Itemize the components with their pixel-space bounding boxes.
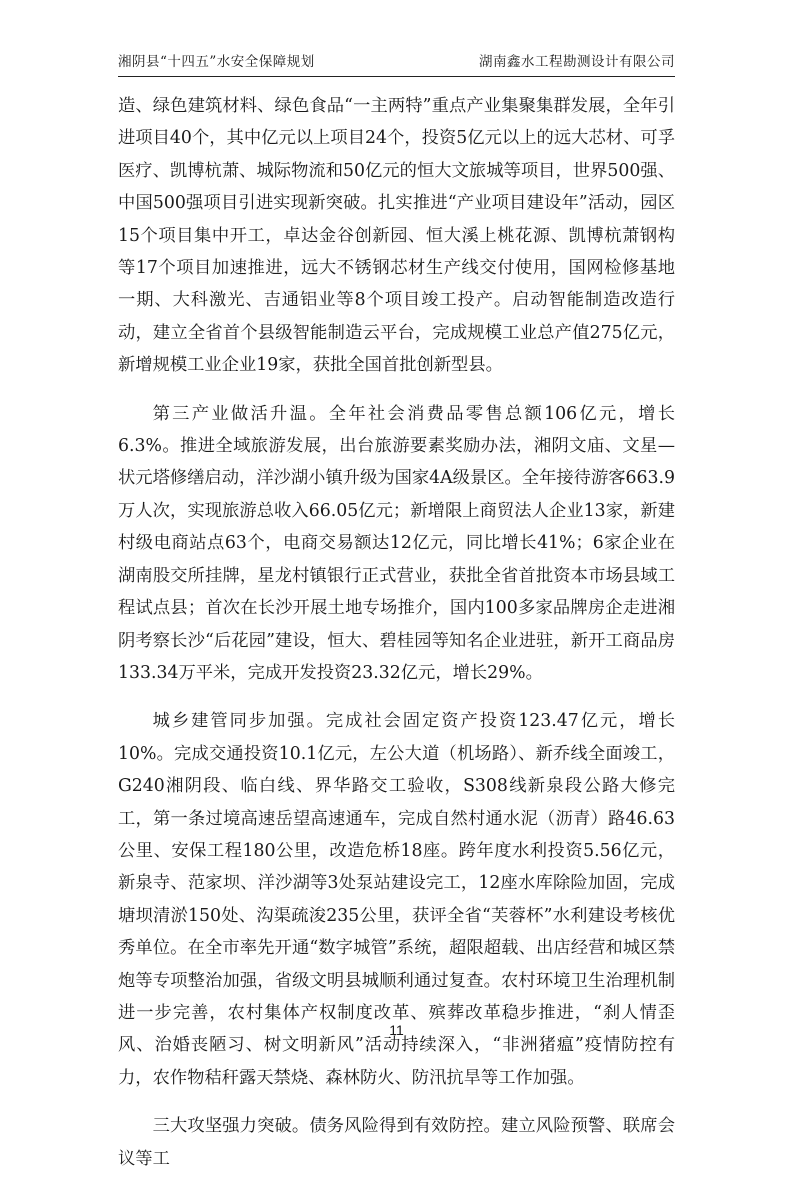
header-document-title: 湘阴县“十四五”水安全保障规划 xyxy=(118,54,315,70)
page-number: 11 xyxy=(389,1022,404,1038)
paragraph-tertiary-industry: 第三产业做活升温。全年社会消费品零售总额106亿元，增长6.3%。推进全域旅游发展，出台旅游要素奖励办法，湘阴文庙、文星—状元塔修缮启动，洋沙湖小镇升级为国家4A级景区。全年接待游客663.9万人次，实现旅游总收入66.05亿元；新增限上商贸法人企业13家，新建村级电商站点63个，电商交易额达12亿元，同比增长41%；6家企业在湖南股交所挂牌，星龙村镇银行正式营业，获批全省首批资本市场县域工程试点县；首次在长沙开展土地专场推介，国内100多家品牌房企走进湘阴考察长沙“后花园”建设，恒大、碧桂园等知名企业进驻，新开工商品房133.34万平米，完成开发投资23.32亿元，增长29%。 xyxy=(118,403,675,683)
paragraph-three-battles: 三大攻坚强力突破。债务风险得到有效防控。建立风险预警、联席会议等工 xyxy=(118,1116,675,1169)
paragraph-urban-rural-construction: 城乡建管同步加强。完成社会固定资产投资123.47亿元，增长10%。完成交通投资10.1亿元，左公大道（机场路）、新乔线全面竣工，G240湘阴段、临白线、界华路交工验收，S308线新泉段公路大修完工，第一条过境高速岳望高速通车，完成自然村通水泥（沥青）路46.63公里、安保工程180公里，改造危桥18座。跨年度水利投资5.56亿元，新泉寺、范家坝、洋沙湖等3处泵站建设完工，12座水库除险加固，完成塘坝清淤150处、沟渠疏浚235公里，获评全省“芙蓉杯”水利建设考核优秀单位。在全市率先开通“数字城管”系统，超限超载、出店经营和城区禁炮等专项整治加强，省级文明县城顺利通过复查。农村环境卫生治理机制进一步完善，农村集体产权制度改革、殡葬改革稳步推进，“刹人情歪风、治婚丧陋习、树文明新风”活动持续深入，“非洲猪瘟”疫情防控有力，农作物秸秆露天禁烧、森林防火、防汛抗旱等工作加强。 xyxy=(118,711,675,1088)
header-company-name: 湖南鑫水工程勘测设计有限公司 xyxy=(479,54,675,70)
page-header xyxy=(118,52,675,77)
paragraph-industry-continued: 造、绿色建筑材料、绿色食品“一主两特”重点产业集聚集群发展，全年引进项目40个，其中亿元以上项目24个，投资5亿元以上的远大芯材、可孚医疗、凯博杭萧、城际物流和50亿元的恒大文旅城等项目，世界500强、中国500强项目引进实现新突破。扎实推进“产业项目建设年”活动，园区15个项目集中开工，卓达金谷创新园、恒大溪上桃花源、凯博杭萧钢构等17个项目加速推进，远大不锈钢芯材生产线交付使用，国网检修基地一期、大科激光、吉通铝业等8个项目竣工投产。启动智能制造改造行动，建立全省首个县级智能制造云平台，完成规模工业总产值275亿元，新增规模工业企业19家，获批全国首批创新型县。 xyxy=(118,96,675,376)
